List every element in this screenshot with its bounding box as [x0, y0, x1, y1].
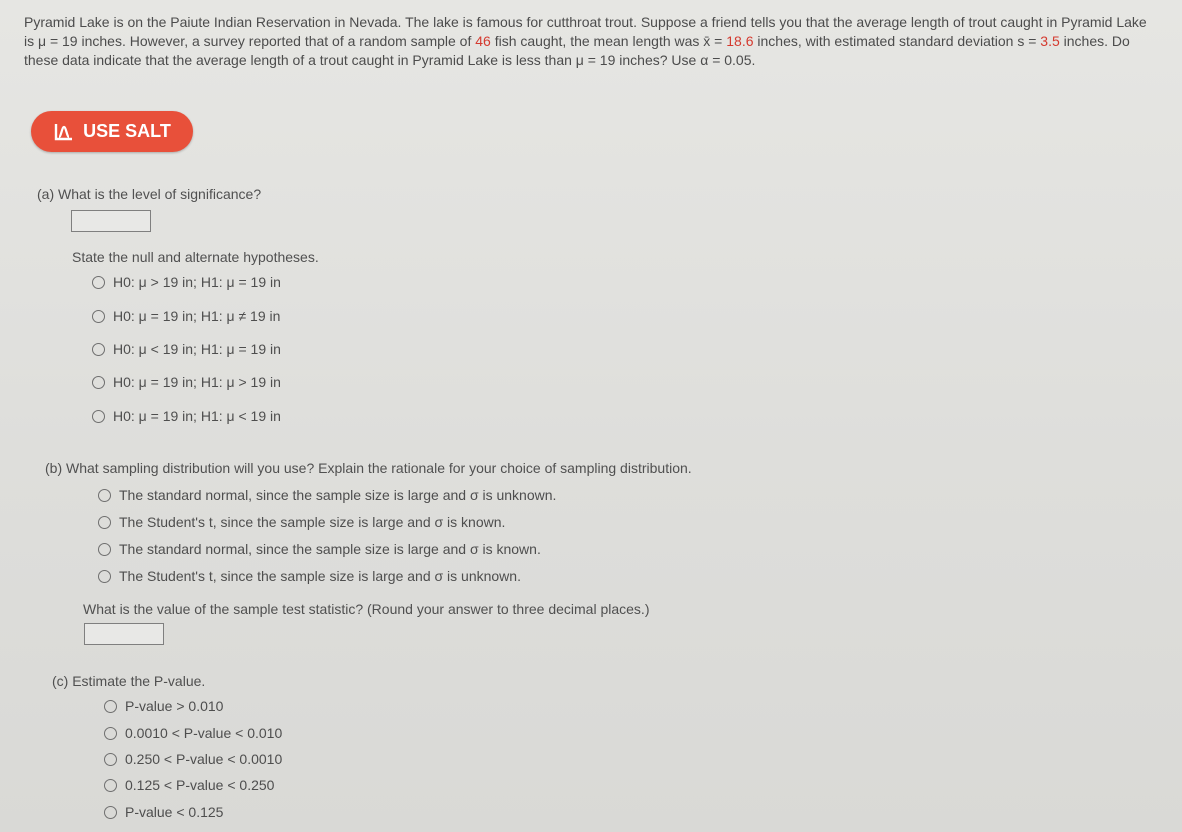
pvalue-option-label: 0.250 < P-value < 0.0010 [125, 751, 283, 767]
pvalue-option-label: P-value > 0.010 [125, 698, 224, 714]
radio-icon[interactable] [98, 489, 111, 502]
distribution-option-label: The Student's t, since the sample size is large and σ is known. [119, 514, 506, 530]
part-b-question: (b) What sampling distribution will you use? Explain the rationale for your choice of sampling distribution. [45, 460, 692, 476]
distribution-option-3[interactable] [98, 541, 541, 557]
pvalue-option-4[interactable] [104, 777, 274, 793]
radio-icon[interactable] [104, 753, 117, 766]
hypothesis-option-3[interactable] [92, 341, 281, 357]
test-statistic-input[interactable] [84, 623, 164, 645]
pvalue-option-label: 0.125 < P-value < 0.250 [125, 777, 275, 793]
hypothesis-option-1[interactable] [92, 274, 281, 290]
radio-icon[interactable] [104, 779, 117, 792]
hypothesis-option-label: H0: μ = 19 in; H1: μ ≠ 19 in [113, 308, 281, 324]
hypothesis-option-label: H0: μ < 19 in; H1: μ = 19 in [113, 341, 281, 357]
significance-input[interactable] [71, 210, 151, 232]
pvalue-option-1[interactable] [104, 698, 223, 714]
hypothesis-option-label: H0: μ = 19 in; H1: μ > 19 in [113, 374, 281, 390]
radio-icon[interactable] [92, 410, 105, 423]
radio-icon[interactable] [92, 343, 105, 356]
distribution-option-label: The Student's t, since the sample size is large and σ is unknown. [119, 568, 521, 584]
test-statistic-prompt: What is the value of the sample test statistic? (Round your answer to three decimal places.) [83, 601, 650, 617]
intro-text-3: inches, with estimated standard deviation s = [753, 33, 1041, 49]
sample-size-value: 46 [475, 33, 491, 49]
intro-text-4: inches. Do these data indicate that the average length of a trout caught in Pyramid Lake is less than μ = 19 inches? Use α = 0.05. [24, 33, 1130, 68]
pvalue-option-2[interactable] [104, 725, 282, 741]
pvalue-option-label: 0.0010 < P-value < 0.010 [125, 725, 283, 741]
distribution-option-label: The standard normal, since the sample size is large and σ is unknown. [119, 487, 557, 503]
intro-text-1: Pyramid Lake is on the Paiute Indian Reservation in Nevada. The lake is famous for cutthroat trout. Suppose a friend tells you that the average length of trout caught in Pyramid Lake is μ = 19 inches. However, a survey reported that of a random sample of [24, 14, 1147, 49]
radio-icon[interactable] [104, 806, 117, 819]
problem-statement [24, 13, 1154, 70]
radio-icon[interactable] [92, 276, 105, 289]
distribution-option-2[interactable] [98, 514, 505, 530]
pvalue-option-label: P-value < 0.125 [125, 804, 224, 820]
radio-icon[interactable] [104, 700, 117, 713]
use-salt-button[interactable] [31, 111, 193, 152]
hypothesis-option-4[interactable] [92, 374, 281, 390]
distribution-option-1[interactable] [98, 487, 556, 503]
radio-icon[interactable] [98, 516, 111, 529]
part-c-question: (c) Estimate the P-value. [52, 673, 206, 689]
radio-icon[interactable] [92, 310, 105, 323]
hypothesis-option-label: H0: μ > 19 in; H1: μ = 19 in [113, 274, 281, 290]
salt-icon [53, 122, 75, 142]
std-dev-value: 3.5 [1040, 33, 1060, 49]
pvalue-option-5[interactable] [104, 804, 223, 820]
hypothesis-option-2[interactable] [92, 308, 280, 324]
distribution-option-4[interactable] [98, 568, 521, 584]
distribution-option-label: The standard normal, since the sample size is large and σ is known. [119, 541, 541, 557]
hypothesis-option-label: H0: μ = 19 in; H1: μ < 19 in [113, 408, 281, 424]
part-a-question: (a) What is the level of significance? [37, 186, 262, 202]
hypotheses-prompt: State the null and alternate hypotheses. [72, 249, 319, 265]
intro-text-2: fish caught, the mean length was x̄ = [490, 33, 727, 49]
sample-mean-value: 18.6 [726, 33, 754, 49]
pvalue-option-3[interactable] [104, 751, 282, 767]
radio-icon[interactable] [104, 727, 117, 740]
use-salt-label: USE SALT [83, 121, 171, 141]
hypothesis-option-5[interactable] [92, 408, 281, 424]
radio-icon[interactable] [92, 376, 105, 389]
radio-icon[interactable] [98, 570, 111, 583]
radio-icon[interactable] [98, 543, 111, 556]
